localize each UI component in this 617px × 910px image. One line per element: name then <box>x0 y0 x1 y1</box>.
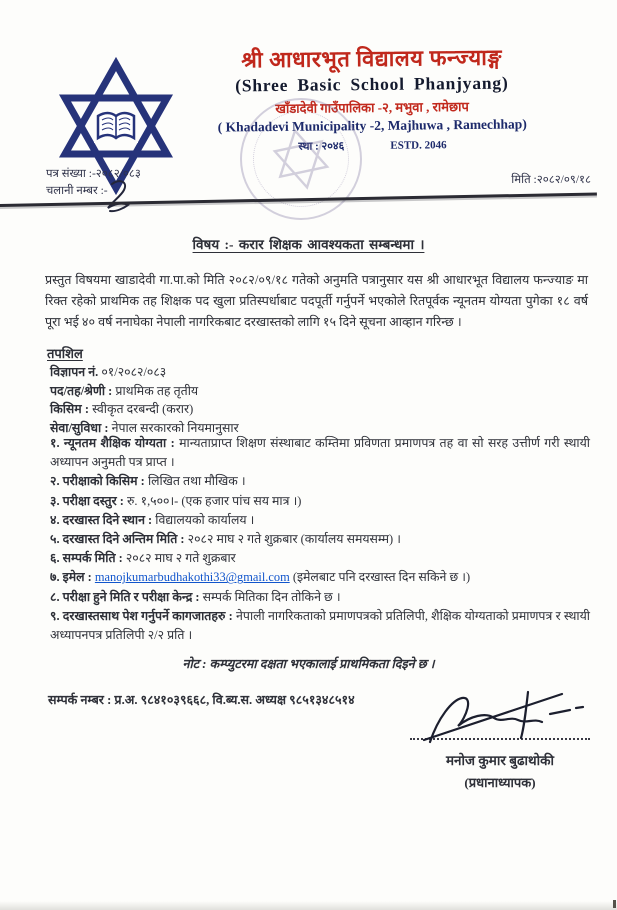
list-item-2: २. परीक्षाको किसिम : लिखित तथा मौखिक । <box>50 474 246 489</box>
list-item-5: ५. दरखास्त दिने अन्तिम मिति : २०८२ माघ २ गते शुक्रबार (कार्यालय समयसम्म) । <box>50 532 401 547</box>
school-name-nepali: श्री आधारभूत विद्यालय फन्ज्याङ्ग <box>241 44 502 73</box>
signature-handwriting <box>410 680 590 746</box>
list-item-1: १. न्यूनतम शैक्षिक योग्यता : मान्यताप्राप्त शिक्षण संस्थाबाट कम्तिमा प्रविणता प्रमाणपत्र तह वा सो सरह उत्तीर्ण गरी स्थायी अध्यापन अनुमती पत्र प्राप्त । <box>50 436 590 470</box>
dispatch-number-handwriting <box>102 178 134 221</box>
scan-shadow <box>0 901 617 910</box>
detail-post-level: पद/तह/श्रेणी : प्राथमिक तह तृतीय <box>50 383 199 398</box>
list-item-7: ७. इमेल : manojkumarbudhakothi33@gmail.com (इमेलबाट पनि दरखास्त दिन सकिने छ ।) <box>50 570 471 585</box>
letterhead <box>149 44 594 156</box>
contact-numbers-line: सम्पर्क नम्बर : प्र.अ. ९८४१०३९६६८, वि.ब्य.स. अध्यक्ष ९८५१३४८५१४ <box>48 693 355 707</box>
address-english: ( Khadadevi Municipality -2, Majhuwa , Ramechhap) <box>217 116 527 135</box>
list-item-4: ४. दरखास्त दिने स्थान : विद्यालयको कार्यालय । <box>50 512 255 527</box>
estd-english: ESTD. 2046 <box>390 139 447 152</box>
signature-dotted-line <box>410 738 590 740</box>
conditions-list <box>50 434 590 645</box>
estd-nepali: स्था : २०४६ <box>298 140 345 153</box>
dispatch-number-label: चलानी नम्बर :- <box>46 185 108 197</box>
list-item-6: ६. सम्पर्क मिति : २०८२ माघ २ गते शुक्रबार <box>50 551 236 566</box>
subject-line: विषय :- करार शिक्षक आवश्यकता सम्बन्धमा । <box>192 237 425 252</box>
school-name-english: (Shree Basic School Phanjyang) <box>235 72 509 96</box>
letter-number: पत्र संख्या :-२०८२/०८३ <box>46 168 141 180</box>
detail-type: किसिम : स्वीकृत दरबन्दी (करार) <box>50 402 194 417</box>
note-line: नोट : कम्प्युटरमा दक्षता भएकालाई प्राथमिकता दिइने छ । <box>182 657 435 671</box>
details-heading: तपशिल <box>47 346 83 361</box>
details-block <box>50 363 590 437</box>
letter-date: मिति :२०८२/०९/१८ <box>511 174 591 186</box>
email-link[interactable]: manojkumarbudhakothi33@gmail.com <box>94 570 290 585</box>
body-paragraph: प्रस्तुत विषयमा खाडादेवी गा.पा.को मिति २०८२/०९/१८ गतेको अनुमति पत्रानुसार यस श्री आधारभूत विद्यालय फन्ज्याङ मा रिक्त रहेको प्राथमिक तह शिक्षक पद खुला प्रतिस्पर्धाबाट पदपूर्ती गर्नुपर्ने भएकोले रितपूर्वक न्यूनतम योग्यता पुगेका १८ वर्ष पूरा भई ४० वर्ष ननाघेका नेपाली नागरिकबाट दरखास्तको लागि १५ दिने सूचना आव्हान गरिन्छ । <box>45 273 588 329</box>
signatory-title: (प्रधानाध्यापक) <box>464 775 536 790</box>
open-book-icon <box>94 111 138 143</box>
list-item-3: ३. परीक्षा दस्तुर : रु. १,५००।- (एक हजार पांच सय मात्र ।) <box>50 493 302 508</box>
signature-block <box>405 680 595 791</box>
signatory-name: मनोज कुमार बुढाथोकी <box>445 753 555 768</box>
list-item-8: ८. परीक्षा हुने मिति र परीक्षा केन्द्र : सम्पर्क मितिका दिन तोकिने छ । <box>50 589 341 604</box>
established-line <box>150 136 594 156</box>
address-nepali: खाँडादेवी गाउँपालिका -२, मभुवा , रामेछाप <box>275 98 469 117</box>
detail-advertisement-no: विज्ञापन नं. ०१/२०८२/०८३ <box>50 365 167 379</box>
detail-service: सेवा/सुविधा : नेपाल सरकारको नियमानुसार <box>50 420 239 435</box>
scan-corner-artifact <box>613 900 616 908</box>
list-item-9: ९. दरखास्तसाथ पेश गर्नुपर्ने कागजातहरु : नेपाली नागरिकताको प्रमाणपत्रको प्रतिलिपी, शैक्षिक योग्यताको प्रमाणपत्र र स्थायी अध्यापनपत्र प्रतिलिपी २/२ प्रति । <box>50 608 590 643</box>
